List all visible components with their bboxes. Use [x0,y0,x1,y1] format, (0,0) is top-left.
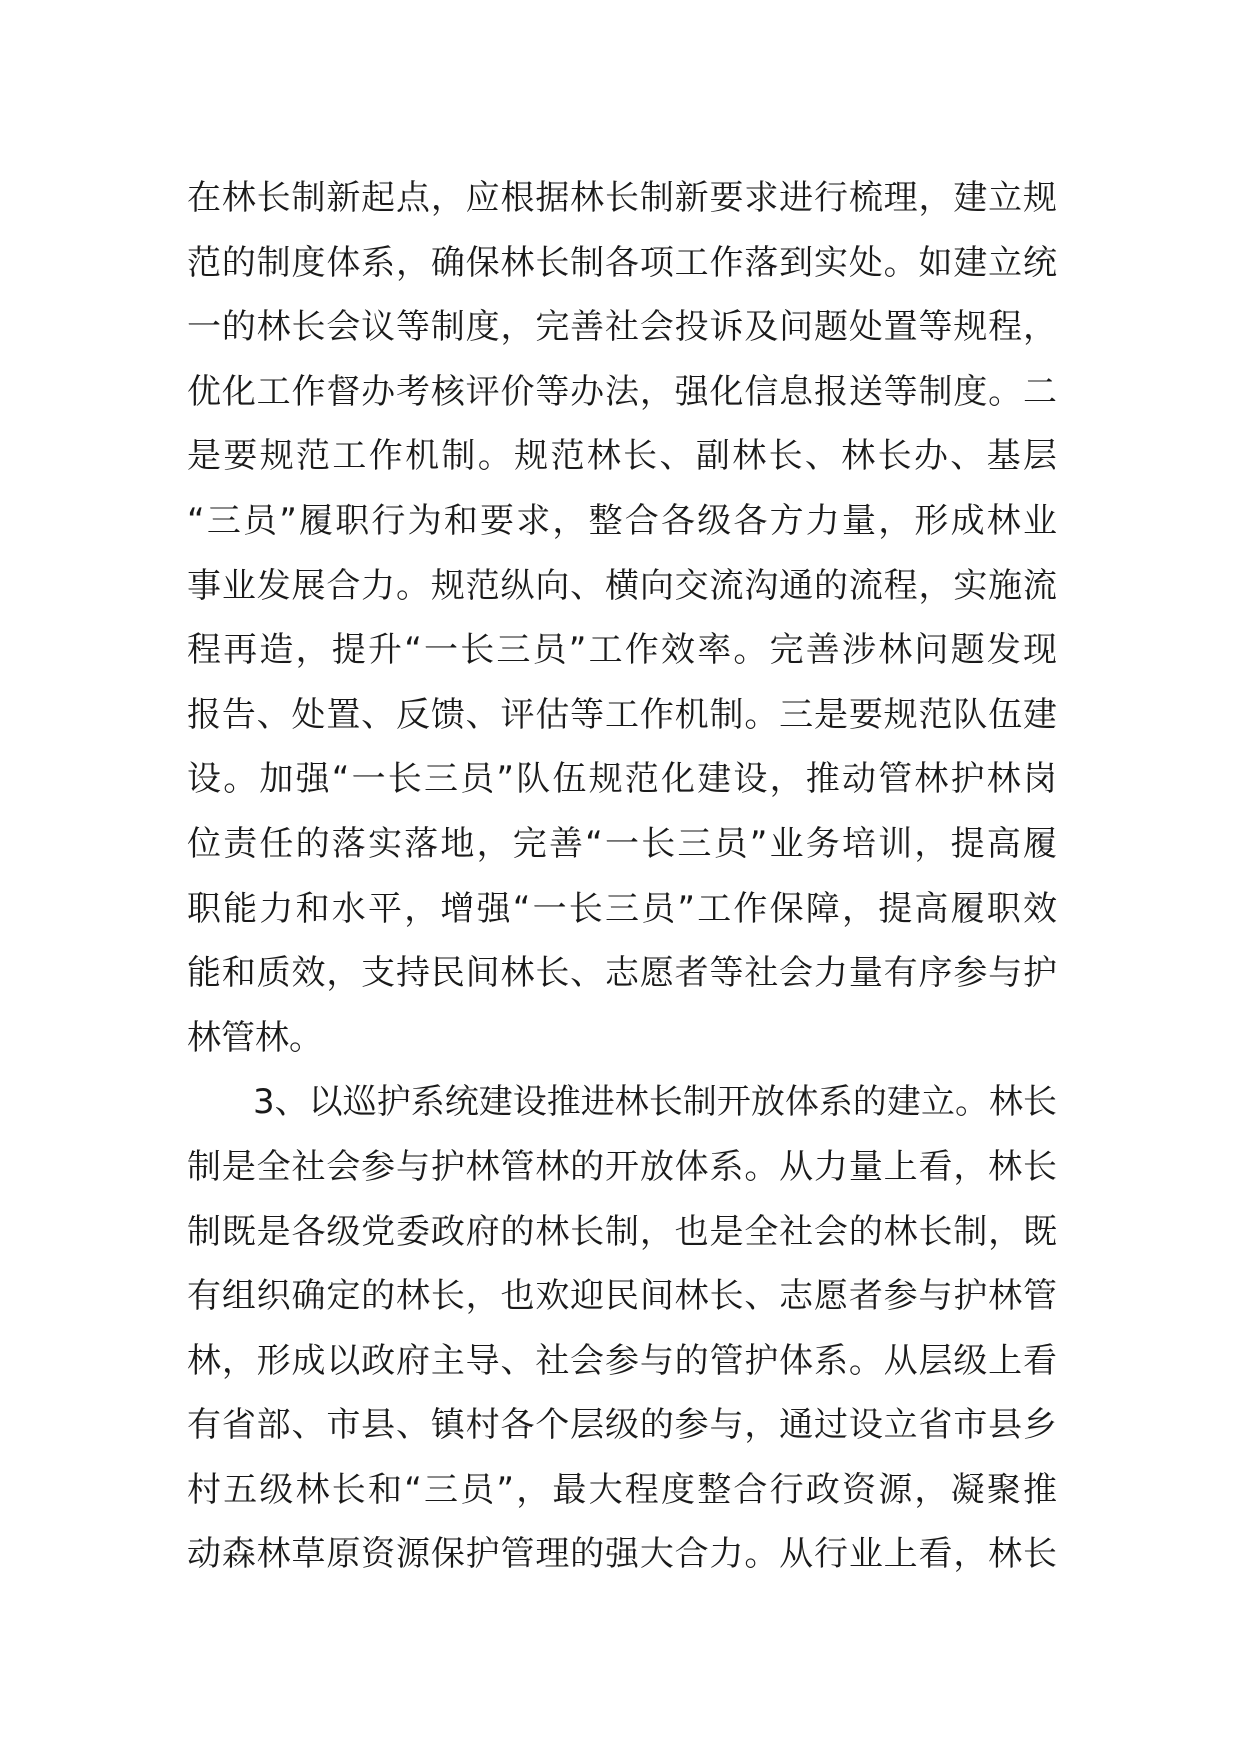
text-line: 有省部、市县、镇村各个层级的参与，通过设立省市县乡 [187,1405,1057,1446]
text-line: 林，形成以政府主导、社会参与的管护体系。从层级上看 [187,1340,1057,1381]
text-line: 事业发展合力。规范纵向、横向交流沟通的流程，实施流 [187,565,1057,606]
text-line: 优化工作督办考核评价等办法，强化信息报送等制度。二 [187,371,1057,412]
text-line: 一的林长会议等制度，完善社会投诉及问题处置等规程， [187,307,1057,348]
text-line: 制既是各级党委政府的林长制，也是全社会的林长制，既 [187,1211,1057,1252]
text-line: 能和质效，支持民间林长、志愿者等社会力量有序参与护 [187,953,1057,994]
text-line: 位责任的落实落地，完善“一长三员”业务培训，提高履 [187,823,1057,864]
text-line: 在林长制新起点，应根据林长制新要求进行梳理，建立规 [187,178,1057,218]
section-heading-line: 3、以巡护系统建设推进林长制开放体系的建立。林长 [253,1082,1057,1123]
text-line: 程再造，提升“一长三员”工作效率。完善涉林问题发现 [187,630,1057,671]
text-line: 设。加强“一长三员”队伍规范化建设，推动管林护林岗 [187,759,1057,800]
text-line: 职能力和水平，增强“一长三员”工作保障，提高履职效 [187,888,1057,929]
text-line: 是要规范工作机制。规范林长、副林长、林长办、基层 [187,436,1057,477]
body-text [187,166,1057,1587]
text-line: “三员”履职行为和要求，整合各级各方力量，形成林业 [187,500,1057,541]
text-line: 制是全社会参与护林管林的开放体系。从力量上看，林长 [187,1146,1057,1187]
text-line: 有组织确定的林长，也欢迎民间林长、志愿者参与护林管 [187,1276,1057,1317]
text-line: 林管林。 [187,1017,323,1058]
text-line: 动森林草原资源保护管理的强大合力。从行业上看，林长 [187,1534,1057,1575]
text-line: 范的制度体系，确保林长制各项工作落到实处。如建立统 [187,242,1057,283]
text-line: 报告、处置、反馈、评估等工作机制。三是要规范队伍建 [187,694,1057,735]
text-line: 村五级林长和“三员”，最大程度整合行政资源，凝聚推 [187,1469,1057,1510]
